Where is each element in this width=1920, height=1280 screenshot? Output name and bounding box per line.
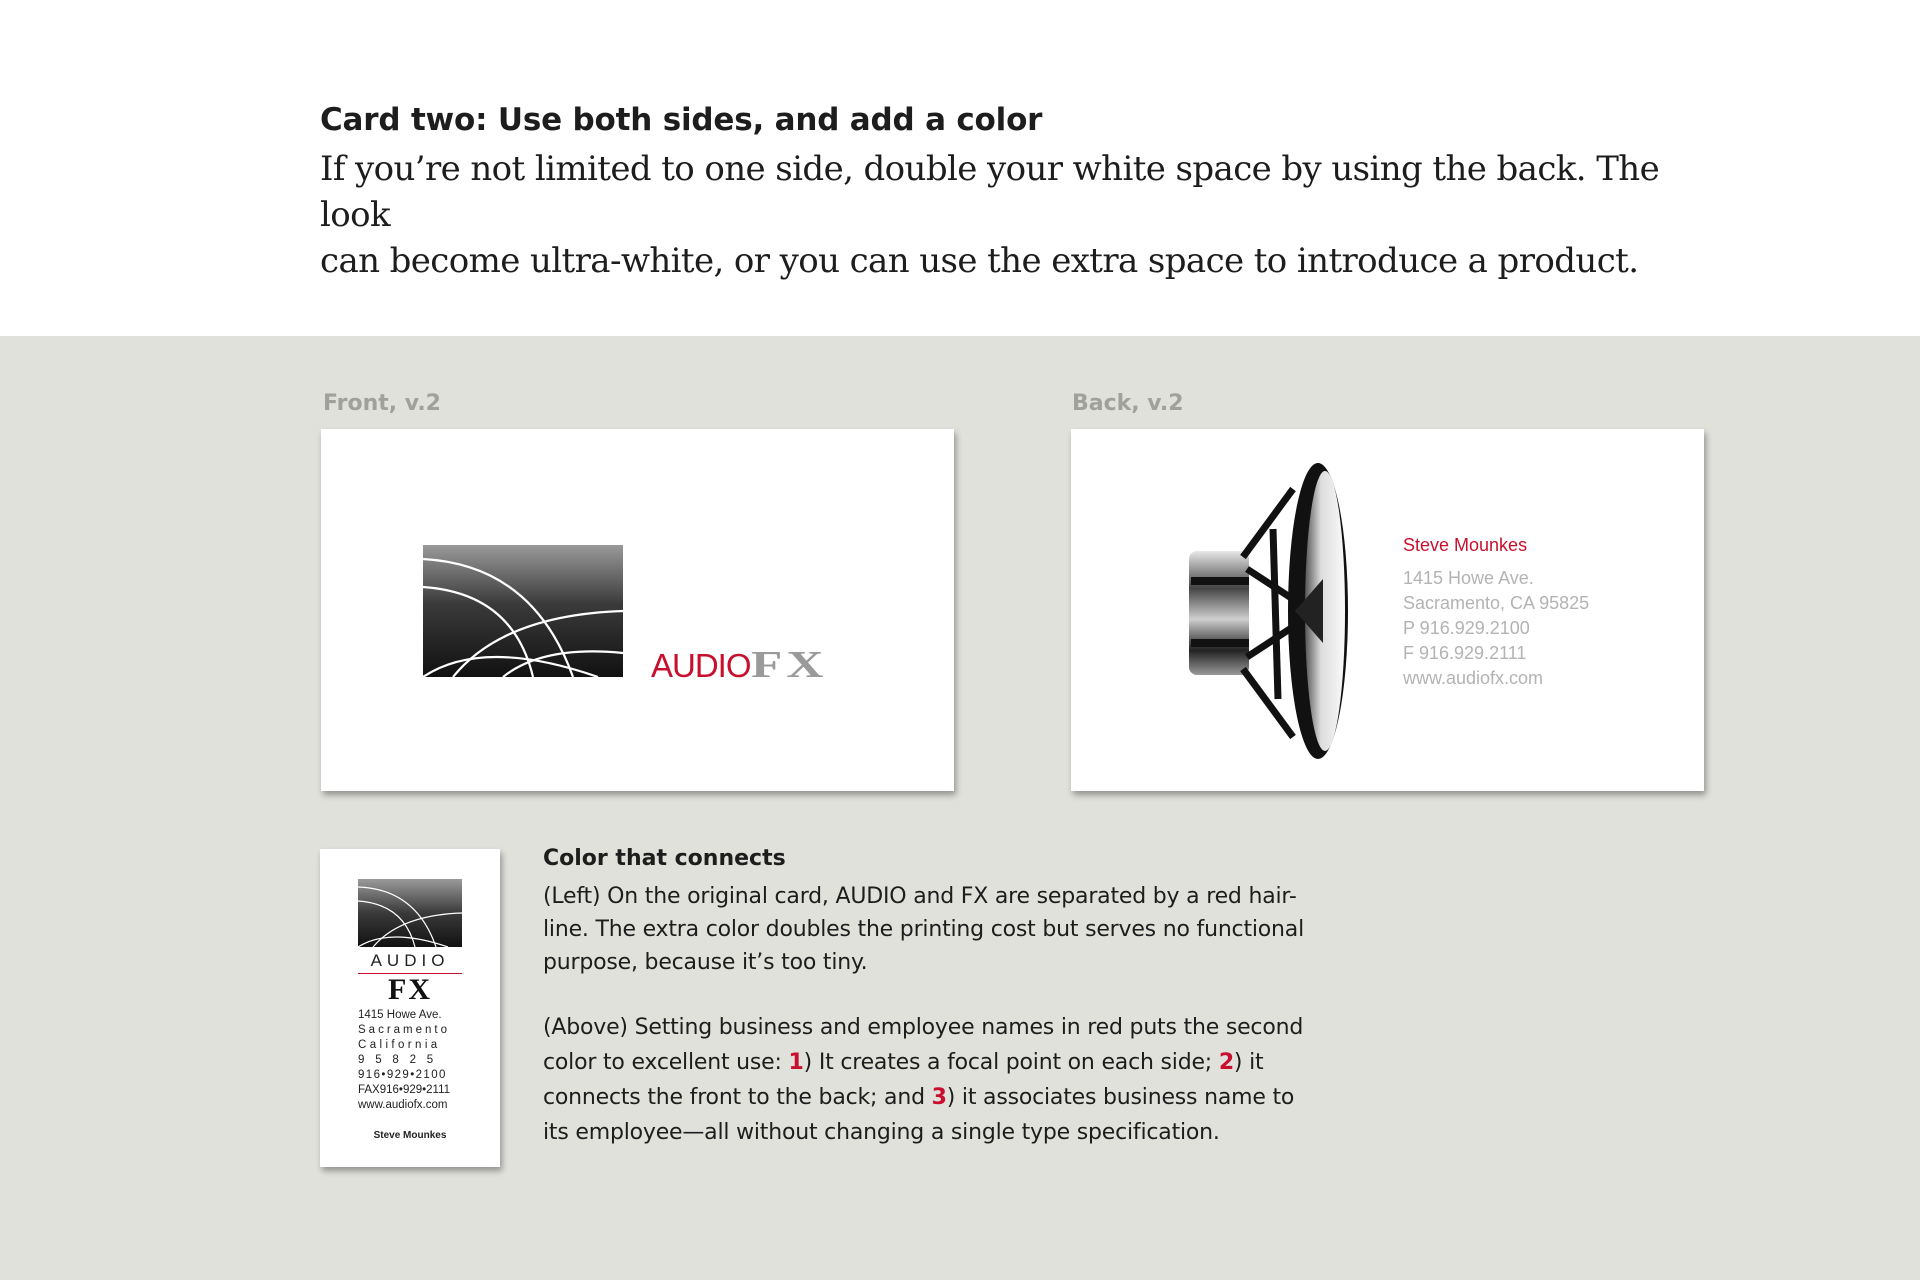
back-caption: Back, v.2	[1072, 391, 1184, 416]
paragraph-line	[543, 1045, 1333, 1080]
phone-line: 916•929•2100	[358, 1069, 447, 1081]
employee-name: Steve Mounkes	[373, 1130, 447, 1141]
paragraph-line: (Above) Setting business and employee names in red puts the second	[543, 1015, 1304, 1040]
city-line: Sacramento, CA 95825	[1403, 593, 1590, 613]
paragraph-line	[543, 1080, 1333, 1115]
city-line: Sacramento	[358, 1024, 451, 1036]
address-line: 1415 Howe Ave.	[358, 1009, 442, 1021]
fax-line: FAX916•929•2111	[358, 1084, 451, 1096]
paragraph-line: purpose, because it’s too tiny.	[543, 950, 868, 975]
point-number: 2	[1218, 1050, 1234, 1075]
original-wordmark-fx: FX	[388, 973, 432, 1006]
text-run: connects the front to the back; and	[543, 1085, 932, 1110]
intro-section	[0, 0, 1920, 336]
text-run: color to excellent use:	[543, 1050, 789, 1075]
wordmark-audio: AUDIO	[651, 647, 751, 684]
address-line: 1415 Howe Ave.	[1403, 568, 1534, 588]
intro-body	[320, 146, 1720, 284]
front-card	[321, 429, 954, 791]
front-wordmark	[651, 643, 828, 687]
original-wordmark-audio: AUDIO	[370, 951, 450, 970]
phone-line: P 916.929.2100	[1403, 618, 1530, 638]
fax-line: F 916.929.2111	[1403, 643, 1527, 663]
audiofx-logo-mark	[423, 545, 623, 677]
paragraph-line: (Left) On the original card, AUDIO and FX are separated by a red hair-	[543, 884, 1297, 909]
text-run: ) it	[1233, 1050, 1264, 1075]
intro-body-line: can become ultra-white, or you can use the extra space to introduce a product.	[320, 241, 1639, 281]
intro-title: Card two: Use both sides, and add a color	[320, 102, 1043, 138]
text-run: ) It creates a focal point on each side;	[803, 1050, 1219, 1075]
original-card	[320, 849, 500, 1167]
back-contact-block	[1403, 533, 1589, 691]
paragraph-line: its employee—all without changing a single type specification.	[543, 1120, 1220, 1145]
sidebar-paragraph-left	[543, 880, 1333, 979]
web-line: www.audiofx.com	[1403, 668, 1544, 688]
paragraph-line: line. The extra color doubles the printing cost but serves no functional	[543, 917, 1304, 942]
employee-name: Steve Mounkes	[1403, 535, 1528, 555]
sidebar-title: Color that connects	[543, 846, 786, 871]
point-number: 3	[931, 1085, 947, 1110]
web-line: www.audiofx.com	[358, 1099, 448, 1111]
back-card	[1071, 429, 1704, 791]
speaker-image	[1183, 459, 1373, 764]
text-run: ) it associates business name to	[946, 1085, 1295, 1110]
front-caption: Front, v.2	[323, 391, 441, 416]
original-contact-block	[358, 1008, 468, 1113]
wordmark-fx: FX	[750, 644, 828, 686]
sidebar-paragraph-above	[543, 1010, 1333, 1150]
state-line: California	[358, 1039, 441, 1051]
intro-body-line: If you’re not limited to one side, double your white space by using the back. The look	[320, 149, 1660, 235]
zip-line: 9 5 8 2 5	[358, 1054, 437, 1066]
original-logo-mark	[358, 879, 462, 947]
point-number: 1	[788, 1050, 804, 1075]
